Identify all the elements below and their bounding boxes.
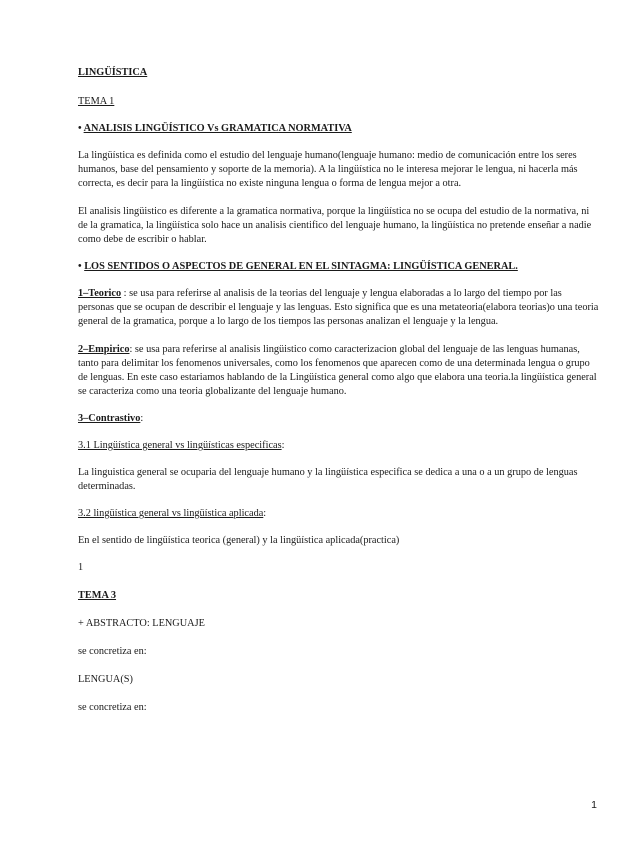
section2-heading [78,260,600,274]
sub32-suffix: : [263,508,267,519]
sub31-text: La linguistica general se ocuparia del lenguaje humano y la lingüística especifica se dedica a una o a un grupo de lenguas determinadas. [78,467,578,492]
bullet-icon: • [78,261,82,272]
sub32-text: En el sentido de lingüística teorica (general) y la lingüística aplicada(practica) [78,535,400,546]
inline-number: 1 [78,562,84,573]
page-content [78,66,600,715]
section1-para1: La lingüística es definida como el estudio del lenguaje humano(lenguaje humano: medio de comunicación entre los seres humanos, base del pensamiento y soporte de la memoria). A la lingüística no le interesa mejorar le lengua, ni hacerla más correcta, es decir para la lingüística no existe ninguna lengua o forma de lengua mejor a otra. [78,150,578,189]
tema3-line2: se concretiza en: [78,646,147,657]
tema3-line3: LENGUA(S) [78,674,133,685]
tema3-label: TEMA 3 [78,590,117,601]
item1-text: : se usa para referirse al analisis de la teorias del lenguaje y lengua elaboradas a lo largo del tiempo por las personas que se ocupan de describir el lenguaje y las lenguas. Esto significa que es una metateoria(elabora teorias)o una teoria general de la gramatica, porque a lo largo de los tiempos las personas analizan el lenguaje y la lengua. [78,288,599,327]
page-number: 1 [591,799,597,811]
sub32-heading [78,507,600,521]
item1-label: 1–Teorico [78,288,122,299]
item3-paragraph [78,412,600,426]
sub31-label: 3.1 Lingüística general vs lingüísticas especificas [78,440,282,451]
item1-paragraph [78,287,600,329]
item3-label: 3–Contrastivo [78,413,141,424]
document-title: LINGÜÍSTICA [78,67,148,78]
item2-label: 2–Empirico [78,344,130,355]
tema3-line1: + ABSTRACTO: LENGUAJE [78,618,205,629]
section1-heading [78,122,600,136]
item3-suffix: : [140,413,144,424]
section1-para2: El analisis lingüistico es diferente a la gramatica normativa, porque la lingüística no se ocupa del estudio de la normativa, ni de la gramatica, la lingüística solo hace un analisis cientifico del lenguaje humano, la lingüística no pretende enseñar a nadie como debe de escribir o hablar. [78,206,592,245]
bullet-icon: • [78,123,82,134]
sub31-heading [78,439,600,453]
section1-heading-text: ANALISIS LINGÜÍSTICO Vs GRAMATICA NORMATIVA [83,123,352,134]
item2-text: : se usa para referirse al analisis lingüistico como caracterizacion global del lenguaje de las lenguas humanas, tanto para delimitar los fenomenos universales, como los fenomenos que aparecen como de una determinada lengua o grupo de lenguas. En este caso estariamos hablando de la Lingüística general como algo que elabora una teoria.la lingüística general se caracteriza como una teoria globalizante del lenguaje humano. [78,344,597,397]
sub32-label: 3.2 lingüística general vs lingüística aplicada [78,508,264,519]
section2-heading-text: LOS SENTIDOS O ASPECTOS DE GENERAL EN EL SINTAGMA: LINGÜÍSTICA GENERAL. [84,261,518,272]
sub31-suffix: : [281,440,285,451]
item2-paragraph [78,343,600,399]
tema3-line4: se concretiza en: [78,702,147,713]
tema1-label: TEMA 1 [78,96,115,107]
